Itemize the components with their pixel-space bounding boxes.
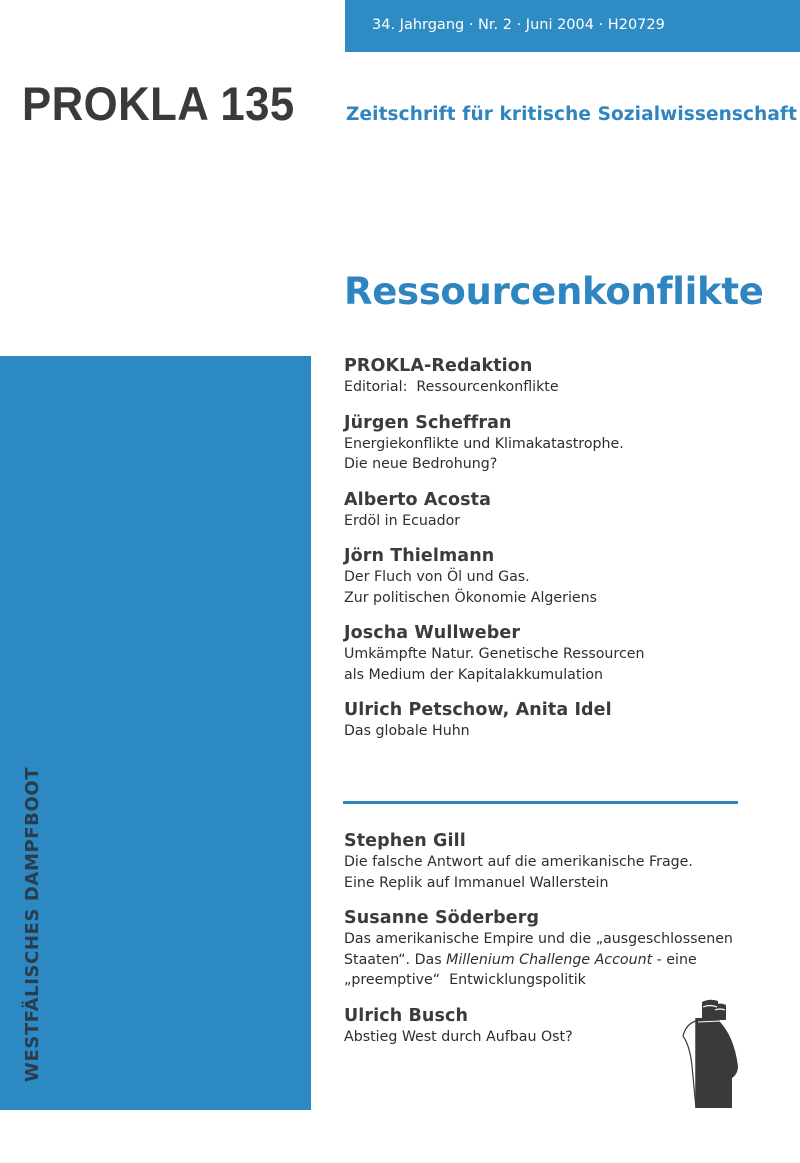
toc-title-mixed (344, 950, 774, 971)
toc-title: Editorial: Ressourcenkonflikte (344, 379, 559, 395)
toc-author: Jürgen Scheffran (344, 412, 512, 433)
journal-subtitle: Zeitschrift für kritische Sozialwissenschaft (346, 104, 798, 125)
toc-title: Eine Replik auf Immanuel Wallerstein (344, 874, 609, 891)
toc-title-italic: Millenium Challenge Account (446, 951, 653, 968)
toc-title: Der Fluch von Öl und Gas. (344, 569, 530, 585)
toc-entry (344, 412, 764, 475)
toc-title: Die neue Bedrohung? (344, 456, 498, 472)
toc-title: Das amerikanische Empire und die „ausgeschlossenen (344, 931, 733, 947)
toc-author: Joscha Wullweber (344, 623, 521, 643)
toc-entry (344, 355, 764, 398)
journal-masthead: PROKLA 135 (22, 77, 295, 130)
toc-title: Erdöl in Ecuador (344, 512, 461, 529)
publisher-name: WESTFÄLISCHES DAMPFBOOT (22, 766, 43, 1082)
table-of-contents-main (344, 355, 764, 756)
toc-author: Ulrich Petschow, Anita Idel (344, 700, 612, 720)
toc-title: Zur politischen Ökonomie Algeriens (344, 589, 598, 606)
toc-entry (344, 489, 764, 532)
toc-title-part: Staaten“. Das (344, 951, 447, 968)
issue-title: Ressourcenkonflikte (344, 270, 764, 313)
toc-entry (344, 699, 764, 742)
toc-title: als Medium der Kapitalakkumulation (344, 666, 604, 683)
toc-author: Stephen Gill (344, 831, 466, 851)
toc-title: Energiekonflikte und Klimakatastrophe. (344, 435, 624, 452)
toc-author: Jörn Thielmann (344, 546, 495, 566)
toc-title: Umkämpfte Natur. Genetische Ressourcen (344, 646, 645, 662)
toc-entry (344, 830, 774, 893)
toc-author: Susanne Söderberg (344, 908, 540, 928)
issue-info-bar (345, 0, 800, 52)
issue-info: 34. Jahrgang · Nr. 2 · Juni 2004 · H20729 (372, 17, 665, 33)
toc-title: „preemptive“ Entwicklungspolitik (344, 972, 586, 988)
toc-title: Das globale Huhn (344, 723, 470, 739)
blue-side-block (0, 356, 311, 1110)
toc-title: Abstieg West durch Aufbau Ost? (344, 1028, 573, 1045)
toc-author: PROKLA-Redaktion (344, 356, 533, 376)
toc-author: Alberto Acosta (344, 489, 491, 510)
section-divider (343, 801, 738, 804)
steamboat-logo-icon (672, 996, 744, 1111)
toc-entry (344, 907, 774, 991)
toc-title-part: - eine (652, 951, 697, 968)
toc-title: Die falsche Antwort auf die amerikanische Frage. (344, 854, 693, 870)
toc-author: Ulrich Busch (344, 1005, 469, 1026)
toc-entry (344, 622, 764, 685)
toc-entry (344, 545, 764, 608)
